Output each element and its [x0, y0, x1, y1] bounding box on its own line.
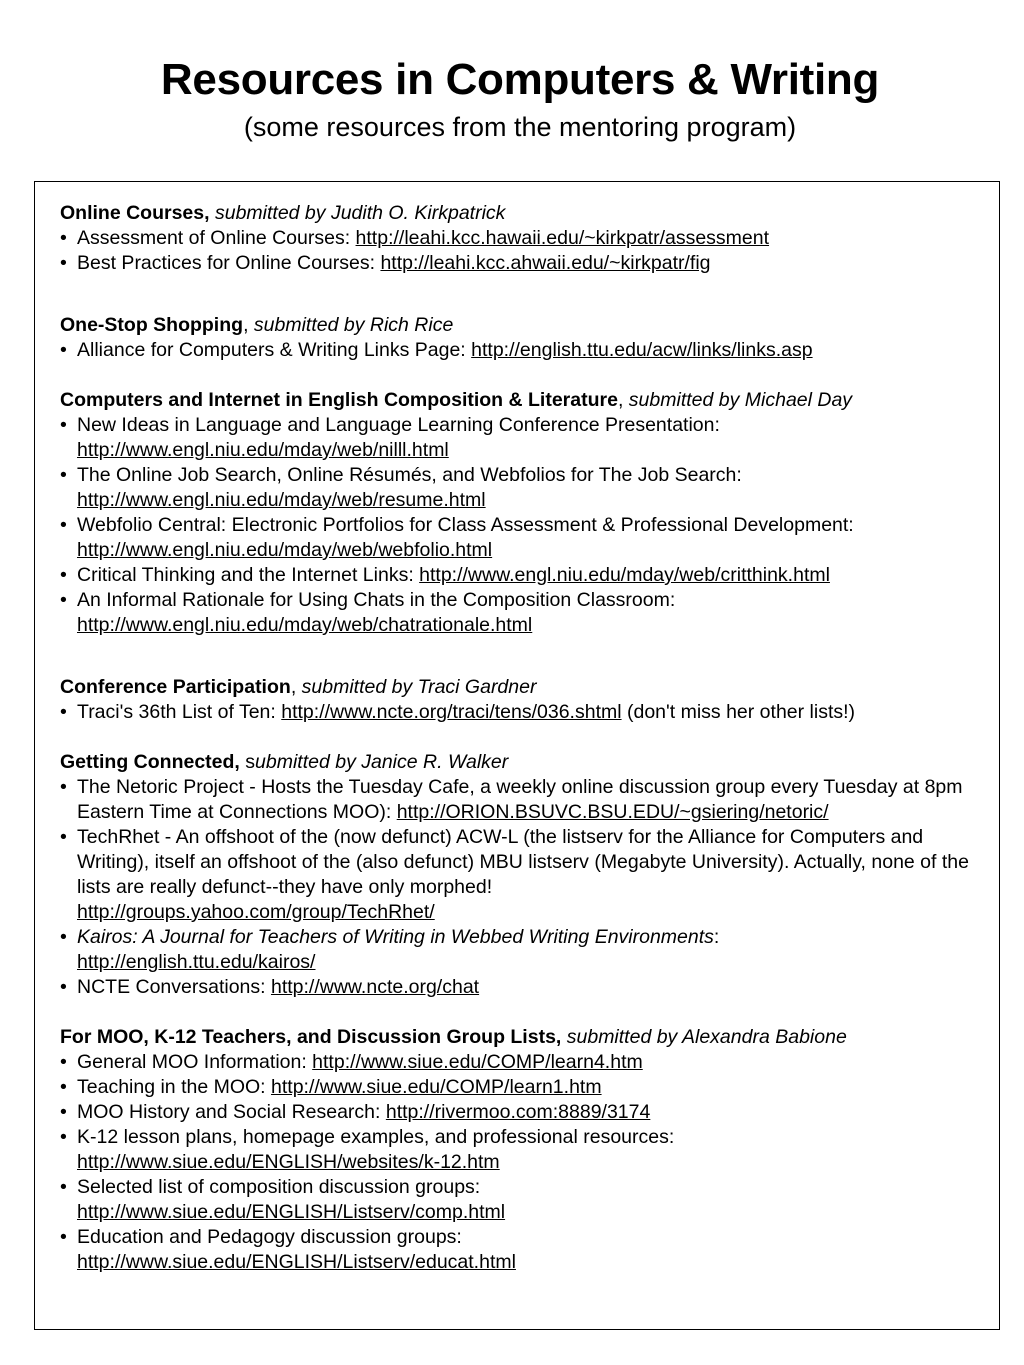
section-separator: ,: [617, 389, 629, 411]
resource-link[interactable]: http://www.ncte.org/traci/tens/036.shtml: [281, 701, 622, 723]
resource-description: TechRhet - An offshoot of the (now defunct) ACW-L (the listserv for the Alliance for Computers and Writing), itself an offshoot of the (also defunct) MBU listserv (Megabyte University). Actually, none of the lists are really defunct--they have only morphed!: [77, 826, 975, 898]
resource-item: [60, 1075, 990, 1100]
page-subtitle: (some resources from the mentoring program): [243, 112, 797, 142]
resource-description: The Online Job Search, Online Résumés, and Webfolios for The Job Search:: [77, 464, 742, 486]
resource-description: Critical Thinking and the Internet Links:: [77, 564, 420, 586]
bullet-icon: •: [60, 1176, 67, 1198]
bullet-icon: •: [60, 701, 67, 723]
resource-description: Education and Pedagogy discussion groups:: [77, 1226, 462, 1248]
section-submitter: submitted by Alexandra Babione: [566, 1026, 847, 1048]
resource-link[interactable]: http://www.engl.niu.edu/mday/web/chatrationale.html: [77, 614, 533, 636]
section-heading: [60, 388, 990, 413]
bullet-icon: •: [60, 564, 67, 586]
section-submitter: submitted by Michael Day: [628, 389, 853, 411]
resource-item: [60, 588, 990, 638]
section-submitter: submitted by Rich Rice: [253, 314, 454, 336]
resource-item: [60, 1050, 990, 1075]
resource-link[interactable]: http://english.ttu.edu/kairos/: [77, 951, 316, 973]
resource-item: [60, 1225, 990, 1275]
resource-title: Kairos: A Journal for Teachers of Writing in Webbed Writing Environments: [77, 926, 714, 948]
section-heading: [60, 313, 990, 338]
resource-item: [60, 700, 990, 725]
resource-link[interactable]: http://www.siue.edu/COMP/learn4.htm: [312, 1051, 643, 1073]
resource-description: General MOO Information:: [77, 1051, 313, 1073]
section-heading: [60, 201, 990, 226]
bullet-icon: •: [60, 227, 67, 249]
resource-link[interactable]: http://www.ncte.org/chat: [270, 976, 480, 998]
resource-link[interactable]: http://www.siue.edu/ENGLISH/websites/k-12.htm: [77, 1151, 500, 1173]
resource-note: (don't miss her other lists!): [621, 701, 856, 723]
resource-description: Best Practices for Online Courses:: [77, 252, 381, 274]
resource-description: An Informal Rationale for Using Chats in the Composition Classroom:: [77, 589, 676, 611]
bullet-icon: •: [60, 1126, 67, 1148]
resource-link[interactable]: http://leahi.kcc.ahwaii.edu/~kirkpatr/fig: [380, 252, 711, 274]
resource-section: [60, 388, 990, 638]
resource-item: [60, 463, 990, 513]
section-heading: [60, 750, 990, 775]
bullet-icon: •: [60, 252, 67, 274]
resource-link[interactable]: http://ORION.BSUVC.BSU.EDU/~gsiering/netoric/: [396, 801, 829, 823]
bullet-icon: •: [60, 976, 67, 998]
resource-section: [60, 750, 990, 1000]
resource-item: [60, 1125, 990, 1175]
section-submitter: submitted by Judith O. Kirkpatrick: [214, 202, 506, 224]
resource-description: MOO History and Social Research:: [77, 1101, 386, 1123]
section-separator: s: [239, 751, 256, 773]
section-title: For MOO, K-12 Teachers, and Discussion Group Lists,: [60, 1026, 562, 1048]
section-heading: [60, 675, 990, 700]
resource-link[interactable]: http://www.siue.edu/COMP/learn1.htm: [271, 1076, 602, 1098]
page-title: Resources in Computers & Writing: [160, 55, 880, 104]
resource-item: [60, 413, 990, 463]
resource-link[interactable]: http://www.engl.niu.edu/mday/web/webfolio.html: [77, 539, 493, 561]
bullet-icon: •: [60, 514, 67, 536]
resource-section: [60, 313, 990, 363]
section-submitter: ubmitted by Janice R. Walker: [255, 751, 509, 773]
resource-item: [60, 338, 990, 363]
resource-link[interactable]: http://www.engl.niu.edu/mday/web/resume.html: [77, 489, 486, 511]
bullet-icon: •: [60, 1101, 67, 1123]
resource-description: Selected list of composition discussion groups:: [77, 1176, 481, 1198]
resource-link[interactable]: http://rivermoo.com:8889/3174: [385, 1101, 651, 1123]
resource-description: Assessment of Online Courses:: [77, 227, 356, 249]
resource-section: [60, 1025, 990, 1275]
bullet-icon: •: [60, 1051, 67, 1073]
resources-list: [60, 201, 990, 1300]
resource-link[interactable]: http://www.engl.niu.edu/mday/web/nilll.html: [77, 439, 449, 461]
bullet-icon: •: [60, 1226, 67, 1248]
resource-section: [60, 201, 990, 276]
resource-list: [60, 338, 990, 363]
section-title: One-Stop Shopping: [60, 314, 244, 336]
resource-item: [60, 1175, 990, 1225]
resource-item: [60, 1100, 990, 1125]
section-title: Online Courses,: [60, 202, 210, 224]
resource-list: [60, 700, 990, 725]
resource-item: [60, 226, 990, 251]
resource-list: [60, 775, 990, 1000]
bullet-icon: •: [60, 464, 67, 486]
resource-item: [60, 513, 990, 563]
resource-item: [60, 825, 990, 925]
section-submitter: submitted by Traci Gardner: [301, 676, 537, 698]
bullet-icon: •: [60, 339, 67, 361]
resource-description: Webfolio Central: Electronic Portfolios for Class Assessment & Professional Development:: [77, 514, 854, 536]
resource-item: [60, 775, 990, 825]
resource-link[interactable]: http://www.siue.edu/ENGLISH/Listserv/educat.html: [77, 1251, 516, 1273]
resource-link[interactable]: http://www.engl.niu.edu/mday/web/critthink.html: [419, 564, 830, 586]
resource-description: Alliance for Computers & Writing Links Page:: [77, 339, 472, 361]
bullet-icon: •: [60, 776, 67, 798]
resource-list: [60, 1050, 990, 1275]
resource-item: [60, 925, 990, 975]
resource-list: [60, 226, 990, 276]
resource-section: [60, 675, 990, 725]
resource-item: [60, 251, 990, 276]
resource-list: [60, 413, 990, 638]
resource-description: NCTE Conversations:: [77, 976, 271, 998]
resource-description: Traci's 36th List of Ten:: [77, 701, 282, 723]
bullet-icon: •: [60, 589, 67, 611]
bullet-icon: •: [60, 926, 67, 948]
resource-description: New Ideas in Language and Language Learning Conference Presentation:: [77, 414, 720, 436]
section-separator: ,: [243, 314, 254, 336]
resource-description: :: [713, 926, 720, 948]
section-title: Computers and Internet in English Composition & Literature: [60, 389, 618, 411]
resource-description: Teaching in the MOO:: [77, 1076, 272, 1098]
bullet-icon: •: [60, 1076, 67, 1098]
resource-item: [60, 563, 990, 588]
bullet-icon: •: [60, 414, 67, 436]
resource-link[interactable]: http://leahi.kcc.hawaii.edu/~kirkpatr/assessment: [355, 227, 770, 249]
resource-description: The Netoric Project - Hosts the Tuesday Cafe, a weekly online discussion group every Tuesday at 8pm Eastern Time at Connections MOO):: [77, 776, 968, 823]
section-title: Getting Connected,: [60, 751, 240, 773]
resource-item: [60, 975, 990, 1000]
resource-link[interactable]: http://www.siue.edu/ENGLISH/Listserv/comp.html: [77, 1201, 506, 1223]
section-title: Conference Participation: [60, 676, 291, 698]
section-heading: [60, 1025, 990, 1050]
section-separator: ,: [290, 676, 302, 698]
resource-link[interactable]: http://groups.yahoo.com/group/TechRhet/: [77, 901, 435, 923]
resource-description: K-12 lesson plans, homepage examples, and professional resources:: [77, 1126, 675, 1148]
bullet-icon: •: [60, 826, 67, 848]
resource-link[interactable]: http://english.ttu.edu/acw/links/links.asp: [471, 339, 813, 361]
resources-box: [34, 181, 1000, 1330]
